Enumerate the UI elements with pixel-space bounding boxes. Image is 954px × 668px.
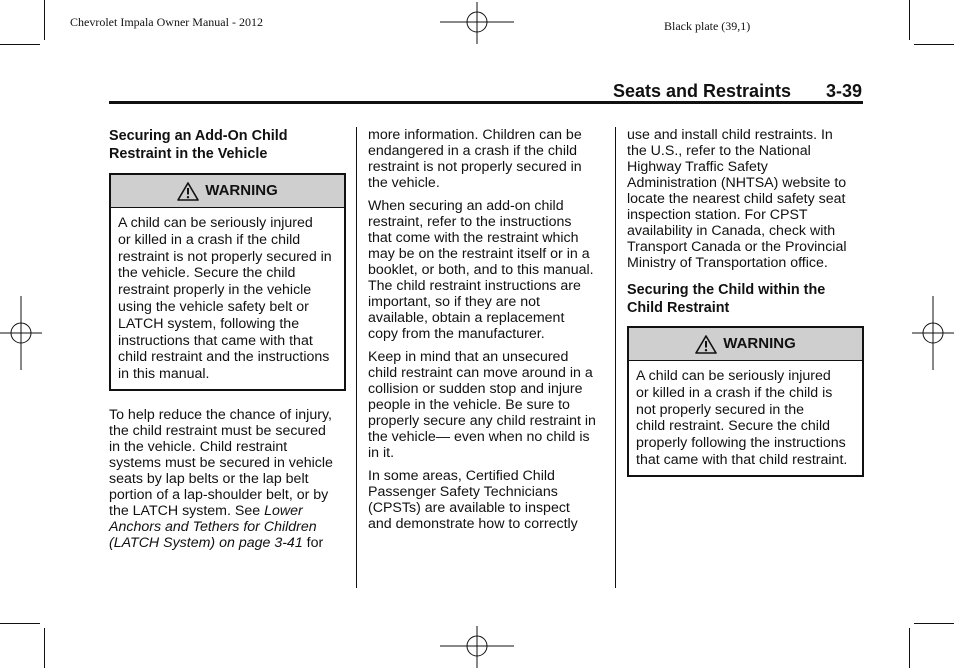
- warning-box: [627, 326, 864, 477]
- body-paragraph: [109, 407, 347, 551]
- registration-mark-right: [912, 296, 954, 370]
- column-divider: [615, 127, 616, 588]
- column-2: [368, 127, 608, 539]
- crop-mark: [0, 44, 40, 45]
- plate-label: Black plate (39,1): [664, 19, 751, 33]
- crop-mark: [909, 628, 910, 668]
- column-3: [627, 127, 867, 477]
- warning-label: WARNING: [205, 182, 278, 199]
- warning-box: [109, 173, 346, 391]
- warning-header: [629, 328, 862, 361]
- body-paragraph: more information. Children can be endangered in a crash if the child restraint is not properly secured in the vehicle.: [368, 127, 582, 191]
- header-rule: [109, 101, 863, 104]
- page-number: 3-39: [826, 81, 863, 101]
- body-paragraph: In some areas, Certified Child Passenger Safety Technicians (CPSTs) are available to inspect and demonstrate how to correctly: [368, 468, 578, 532]
- registration-mark-left: [0, 296, 42, 370]
- warning-text: A child can be seriously injured or killed in a crash if the child is not properly secured in the child restraint. Secure the child properly following the instructions that came with that child restraint.: [636, 368, 848, 468]
- crop-mark: [44, 0, 45, 40]
- column-1: [109, 127, 347, 558]
- column-divider: [356, 127, 357, 588]
- warning-header: [111, 175, 344, 208]
- paragraph-tail: for: [302, 534, 324, 551]
- cross-reference-link[interactable]: Lower Anchors and Tethers for Children (LATCH System) on page 3-41: [109, 502, 317, 551]
- paragraph-text: To help reduce the chance of injury, the child restraint must be secured in the vehicle. Child restraint systems must be secured in vehicle seats by lap belts or the lap belt portion of a lap-shoulder belt, or by the LATCH system. See: [109, 406, 333, 519]
- section-heading: Securing the Child within the Child Restraint: [627, 282, 826, 316]
- warning-text: A child can be seriously injured or killed in a crash if the child restraint is not properly secured in the vehicle. Secure the child restraint properly in the vehicle using the vehicle safety belt or LATCH system, following the instructions that came with that child restraint and the instructions in this manual.: [118, 215, 332, 383]
- body-paragraph: use and install child restraints. In the U.S., refer to the National Highway Traffic Safety Administration (NHTSA) website to locate the nearest child safety seat inspection station. For CPST availability in Canada, check with Transport Canada or the Provincial Ministry of Transportation office.: [627, 127, 847, 271]
- warning-triangle-icon: [177, 182, 199, 201]
- registration-mark-top: [440, 2, 514, 44]
- manual-title: Chevrolet Impala Owner Manual - 2012: [70, 15, 263, 29]
- crop-mark: [0, 623, 40, 624]
- registration-mark-bottom: [440, 626, 514, 668]
- body-paragraph: Keep in mind that an unsecured child restraint can move around in a collision or sudden stop and injure people in the vehicle. Be sure to properly secure any child restraint in the vehicle— even when no child is in it.: [368, 349, 596, 461]
- warning-triangle-icon: [695, 335, 717, 354]
- section-heading: Securing an Add-On Child Restraint in the Vehicle: [109, 128, 288, 162]
- warning-label: WARNING: [723, 335, 796, 352]
- crop-mark: [44, 628, 45, 668]
- crop-mark: [914, 44, 954, 45]
- body-paragraph: When securing an add-on child restraint, refer to the instructions that come with the restraint which may be on the restraint itself or in a booklet, or both, and to this manual. The child restraint instructions are important, so if they are not available, obtain a replacement copy from the manufacturer.: [368, 198, 594, 342]
- section-title: Seats and Restraints: [613, 81, 792, 101]
- crop-mark: [914, 623, 954, 624]
- crop-mark: [909, 0, 910, 40]
